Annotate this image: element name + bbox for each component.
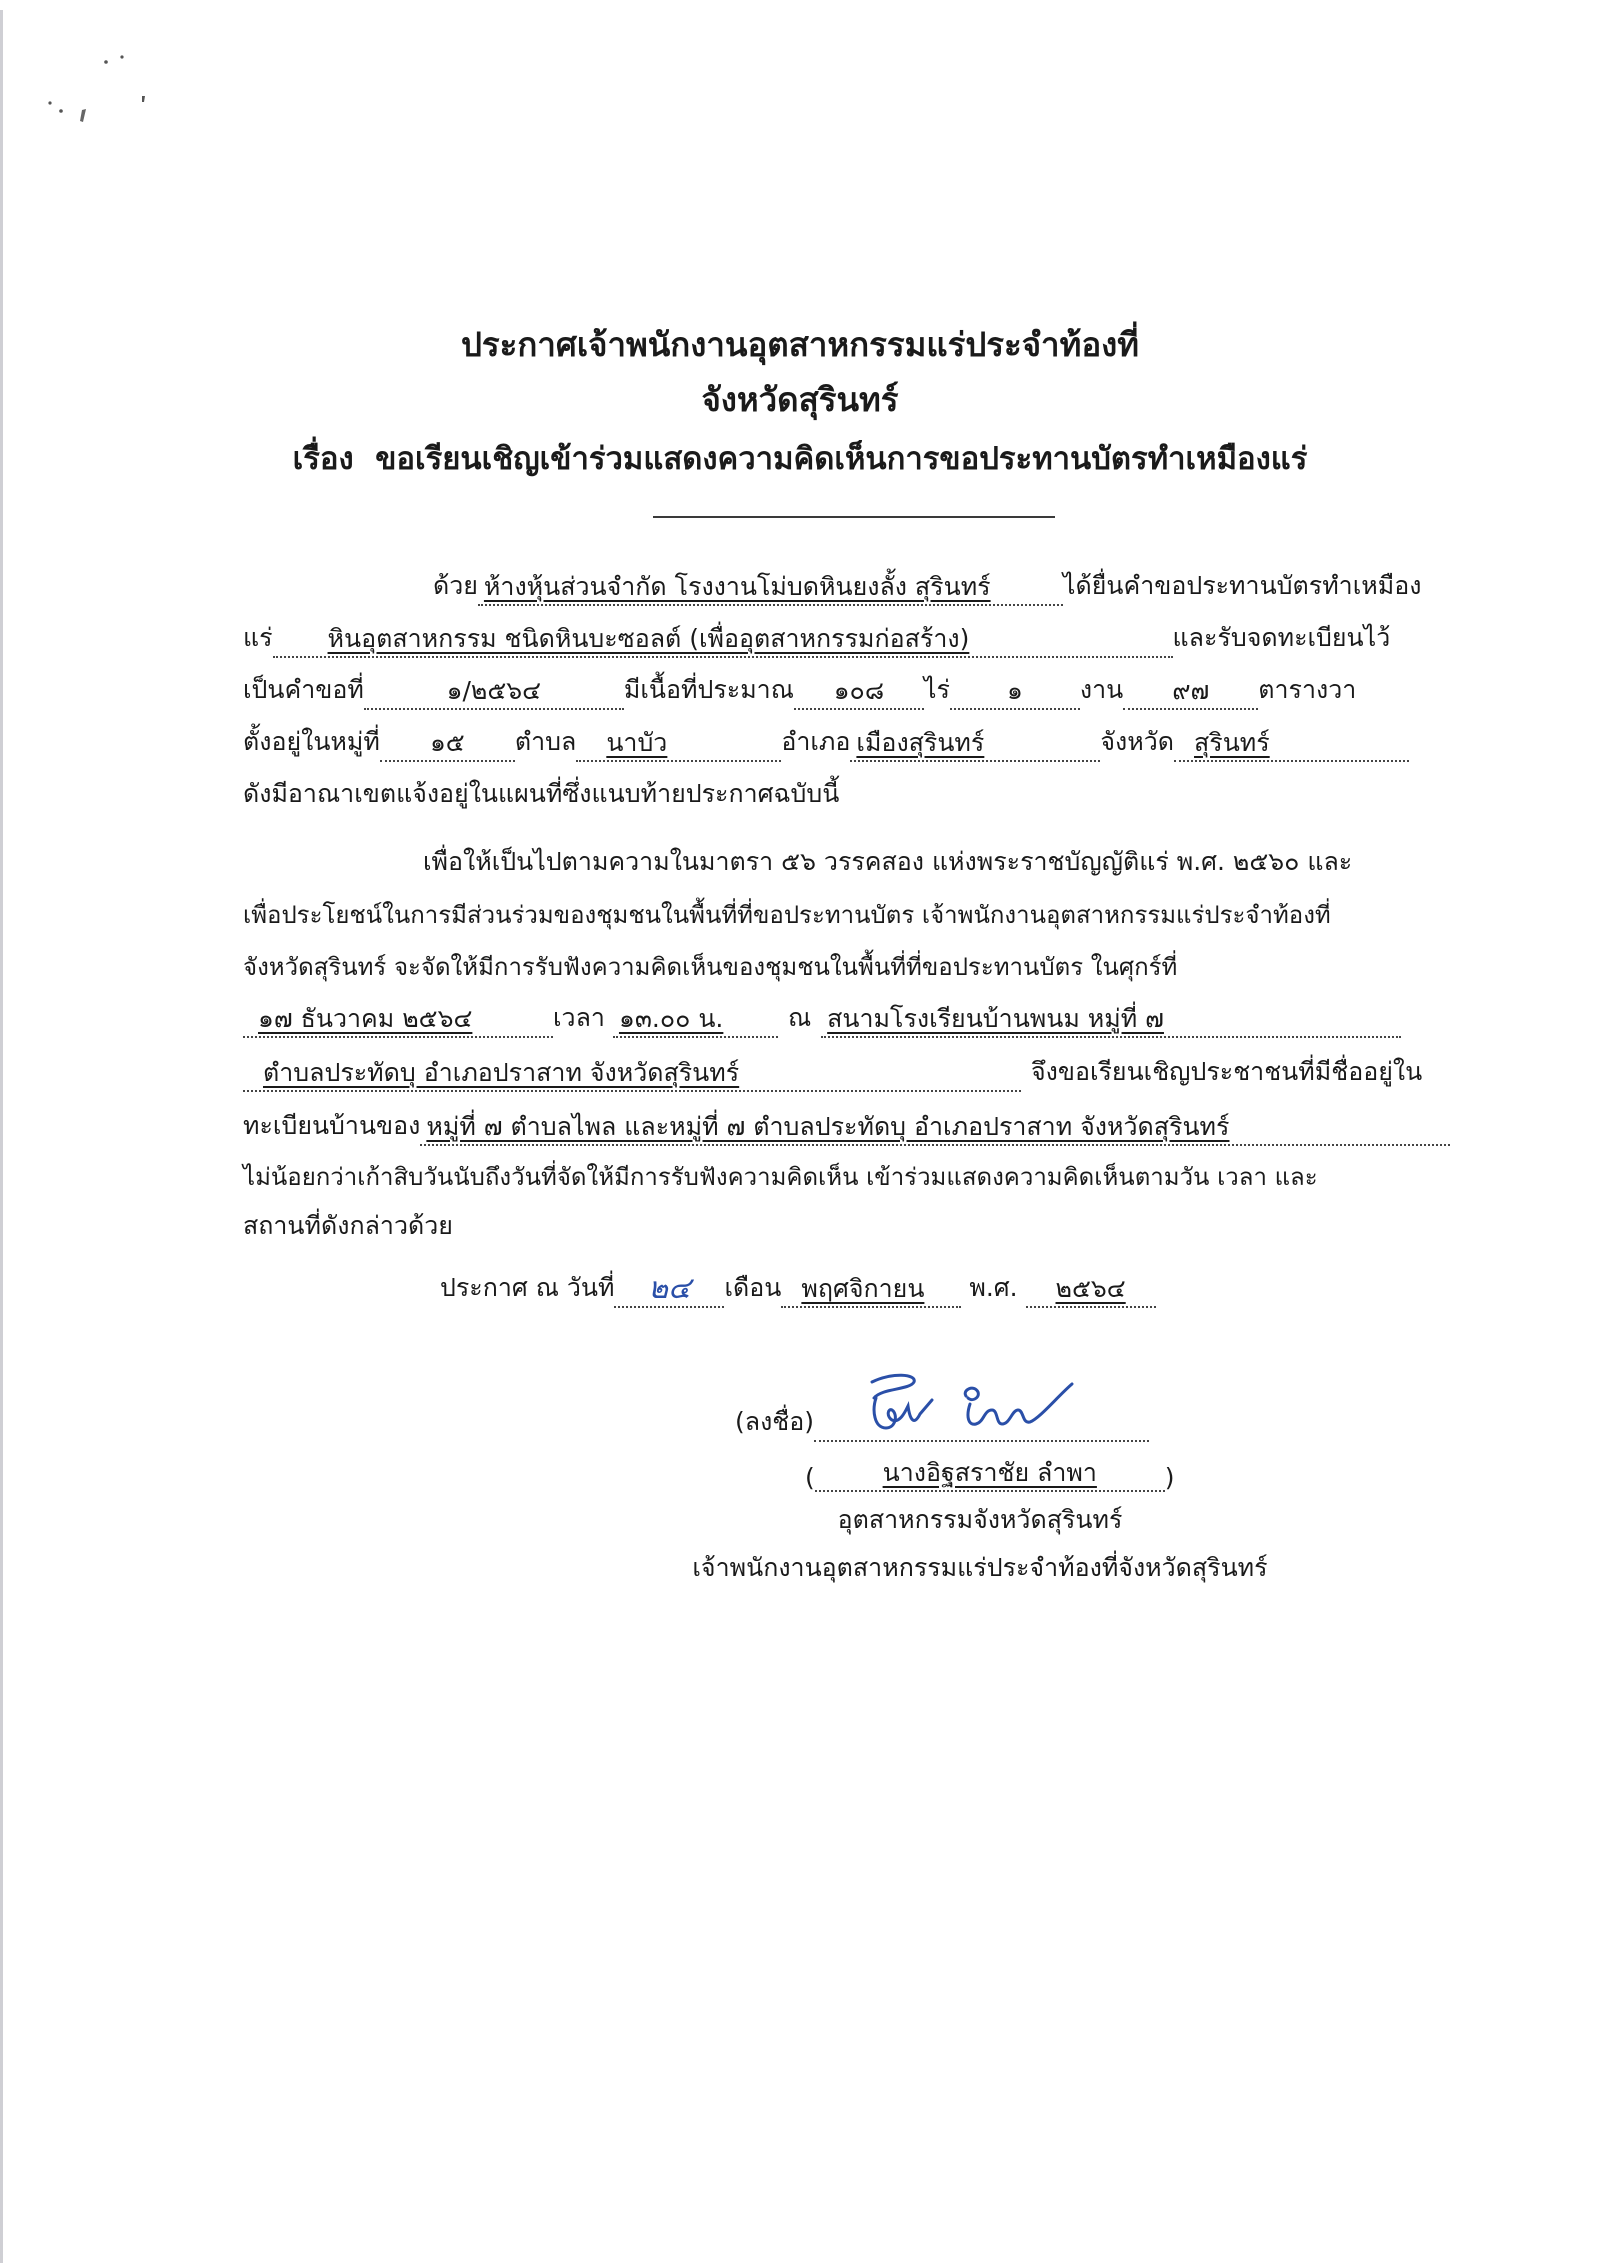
mineral-field [273, 624, 1173, 658]
registered-text: และรับจดทะเบียนไว้ [1172, 623, 1391, 652]
filed-text: ได้ยื่นคำขอประทานบัตรทำเหมือง [1062, 571, 1422, 600]
purpose-text: เพื่อประโยชน์ในการมีส่วนร่วมของชุมชนในพื้นที่ที่ขอประทานบัตร เจ้าพนักงานอุตสาหกรรมแร่ประจำท้องที่ [243, 901, 1331, 929]
announcement-month-value: พฤศจิกายน [801, 1274, 925, 1303]
province-label: จังหวัด [1100, 727, 1175, 756]
subdistrict-label: ตำบล [514, 727, 577, 756]
para2-line5 [243, 1046, 1458, 1092]
scan-specks [0, 0, 250, 180]
announcement-date-line [440, 1262, 1240, 1308]
province-value: สุรินทร์ [1194, 728, 1270, 757]
district-value: เมืองสุรินทร์ [856, 728, 985, 757]
hearing-date-field [243, 1004, 553, 1038]
para2-line8 [243, 1200, 1458, 1246]
hearing-time-field [613, 1004, 778, 1038]
applicant-field [478, 572, 1063, 606]
district-label: อำเภอ [781, 727, 851, 756]
registry-villages-field [420, 1112, 1450, 1146]
signature-line [735, 1396, 1235, 1442]
para2-line6 [243, 1100, 1458, 1146]
venue-location-value: ตำบลประทัดบุ อำเภอปราสาท จังหวัดสุรินทร์ [263, 1058, 740, 1087]
rai-label: ไร่ [923, 675, 950, 704]
para2-line3 [243, 940, 1458, 986]
subdistrict-field [576, 728, 781, 762]
request-no-value: ๑/๒๕๖๔ [446, 676, 542, 705]
para2-line7 [243, 1150, 1458, 1196]
legal-basis-text: เพื่อให้เป็นไปตามความในมาตรา ๕๖ วรรคสอง แห่งพระราชบัญญัติแร่ พ.ศ. ๒๕๖๐ และ [423, 847, 1353, 876]
announcement-day-handwritten: ๒๔ [648, 1271, 691, 1306]
area-wa-value: ๙๗ [1172, 676, 1210, 705]
announcement-label: ประกาศ ณ วันที่ [440, 1273, 615, 1302]
para1-line2 [243, 612, 1458, 658]
registry-label: ทะเบียนบ้านของ [243, 1111, 421, 1140]
venue-field [821, 1004, 1401, 1038]
venue-value: สนามโรงเรียนบ้านพนม หมู่ที่ ๗ [827, 1004, 1164, 1033]
area-rai-value: ๑๐๘ [833, 676, 885, 705]
area-ngan-value: ๑ [1006, 676, 1023, 705]
mineral-label: แร่ [243, 623, 273, 652]
hearing-date-value: ๑๗ ธันวาคม ๒๕๖๔ [258, 1004, 473, 1033]
announcement-month-field [781, 1274, 961, 1308]
signatory-name-field [815, 1458, 1165, 1492]
signature-field [814, 1408, 1149, 1442]
closing-text: สถานที่ดังกล่าวด้วย [243, 1211, 453, 1240]
year-label: พ.ศ. [969, 1273, 1018, 1302]
subject-text: ขอเรียนเชิญเข้าร่วมแสดงความคิดเห็นการขอประทานบัตรทำเหมืองแร่ [375, 441, 1308, 477]
subdistrict-value: นาบัว [606, 728, 668, 757]
sign-label: (ลงชื่อ) [735, 1407, 815, 1436]
mineral-value: หินอุตสาหกรรม ชนิดหินบะซอลต์ (เพื่ออุตสาหกรรมก่อสร้าง) [327, 624, 970, 653]
para1-line5 [243, 768, 1458, 814]
notice-period-text: ไม่น้อยกว่าเก้าสิบวันนับถึงวันที่จัดให้มีการรับฟังความคิดเห็น เข้าร่วมแสดงความคิดเห็นตามวัน เวลา และ [243, 1163, 1318, 1191]
hearing-time-value: ๑๓.๐๐ น. [618, 1004, 724, 1033]
district-field [850, 728, 1100, 762]
para2-line2 [243, 888, 1458, 934]
announcement-year-value: ๒๕๖๔ [1055, 1274, 1126, 1303]
registry-villages-value: หมู่ที่ ๗ ตำบลไพล และหมู่ที่ ๗ ตำบลประทัดบุ อำเภอปราสาท จังหวัดสุรินทร์ [426, 1112, 1230, 1141]
province-field [1174, 728, 1409, 762]
document-title-line1: ประกาศเจ้าพนักงานอุตสาหกรรมแร่ประจำท้องที่ [460, 325, 1140, 364]
name-open-paren: ( [805, 1463, 815, 1492]
request-no-field [364, 676, 624, 710]
announcement-day-field [614, 1271, 724, 1308]
time-label: เวลา [553, 1003, 605, 1032]
area-label: มีเนื้อที่ประมาณ [623, 675, 794, 704]
area-ngan-field [950, 676, 1080, 710]
village-no-value: ๑๕ [429, 728, 465, 757]
subject-label: เรื่อง [292, 441, 354, 477]
venue-location-field [243, 1058, 1021, 1092]
area-rai-field [794, 676, 924, 710]
document-title-line2: จังหวัดสุรินทร์ [701, 380, 899, 419]
signatory-position1: อุตสาหกรรมจังหวัดสุรินทร์ [837, 1505, 1123, 1534]
applicant-value: ห้างหุ้นส่วนจำกัด โรงงานโม่บดหินยงลั้ง สุรินทร์ [483, 572, 991, 601]
village-no-field [380, 728, 515, 762]
wa-label: ตารางวา [1258, 675, 1357, 704]
document-subject [0, 433, 1600, 483]
para2-line4 [243, 992, 1458, 1038]
announcement-year-field [1026, 1274, 1156, 1308]
title-divider [653, 516, 1055, 518]
para1-line3 [243, 664, 1458, 710]
signatory-position2: เจ้าพนักงานอุตสาหกรรมแร่ประจำท้องที่จังหวัดสุรินทร์ [692, 1553, 1268, 1582]
area-wa-field [1123, 676, 1258, 710]
request-no-label: เป็นคำขอที่ [243, 675, 364, 704]
month-label: เดือน [724, 1273, 782, 1302]
invite-text: จึงขอเรียนเชิญประชาชนที่มีชื่ออยู่ใน [1031, 1057, 1423, 1086]
para2-line1 [243, 836, 1458, 882]
signatory-name-line [805, 1446, 1225, 1492]
ngan-label: งาน [1079, 675, 1124, 704]
signatory-name-value: นางอิฐสราชัย ลำพา [882, 1458, 1097, 1487]
name-close-paren: ) [1164, 1463, 1175, 1492]
by-label: ด้วย [433, 571, 478, 600]
para1-line4 [243, 716, 1458, 762]
para1-line1 [243, 560, 1458, 606]
hearing-intro-text: จังหวัดสุรินทร์ จะจัดให้มีการรับฟังความคิดเห็นของชุมชนในพื้นที่ที่ขอประทานบัตร ในศุกร์ที่ [243, 953, 1178, 981]
located-label: ตั้งอยู่ในหมู่ที่ [243, 727, 380, 756]
at-label: ณ [787, 1003, 812, 1032]
map-note: ดังมีอาณาเขตแจ้งอยู่ในแผนที่ซึ่งแนบท้ายประกาศฉบับนี้ [243, 779, 840, 808]
